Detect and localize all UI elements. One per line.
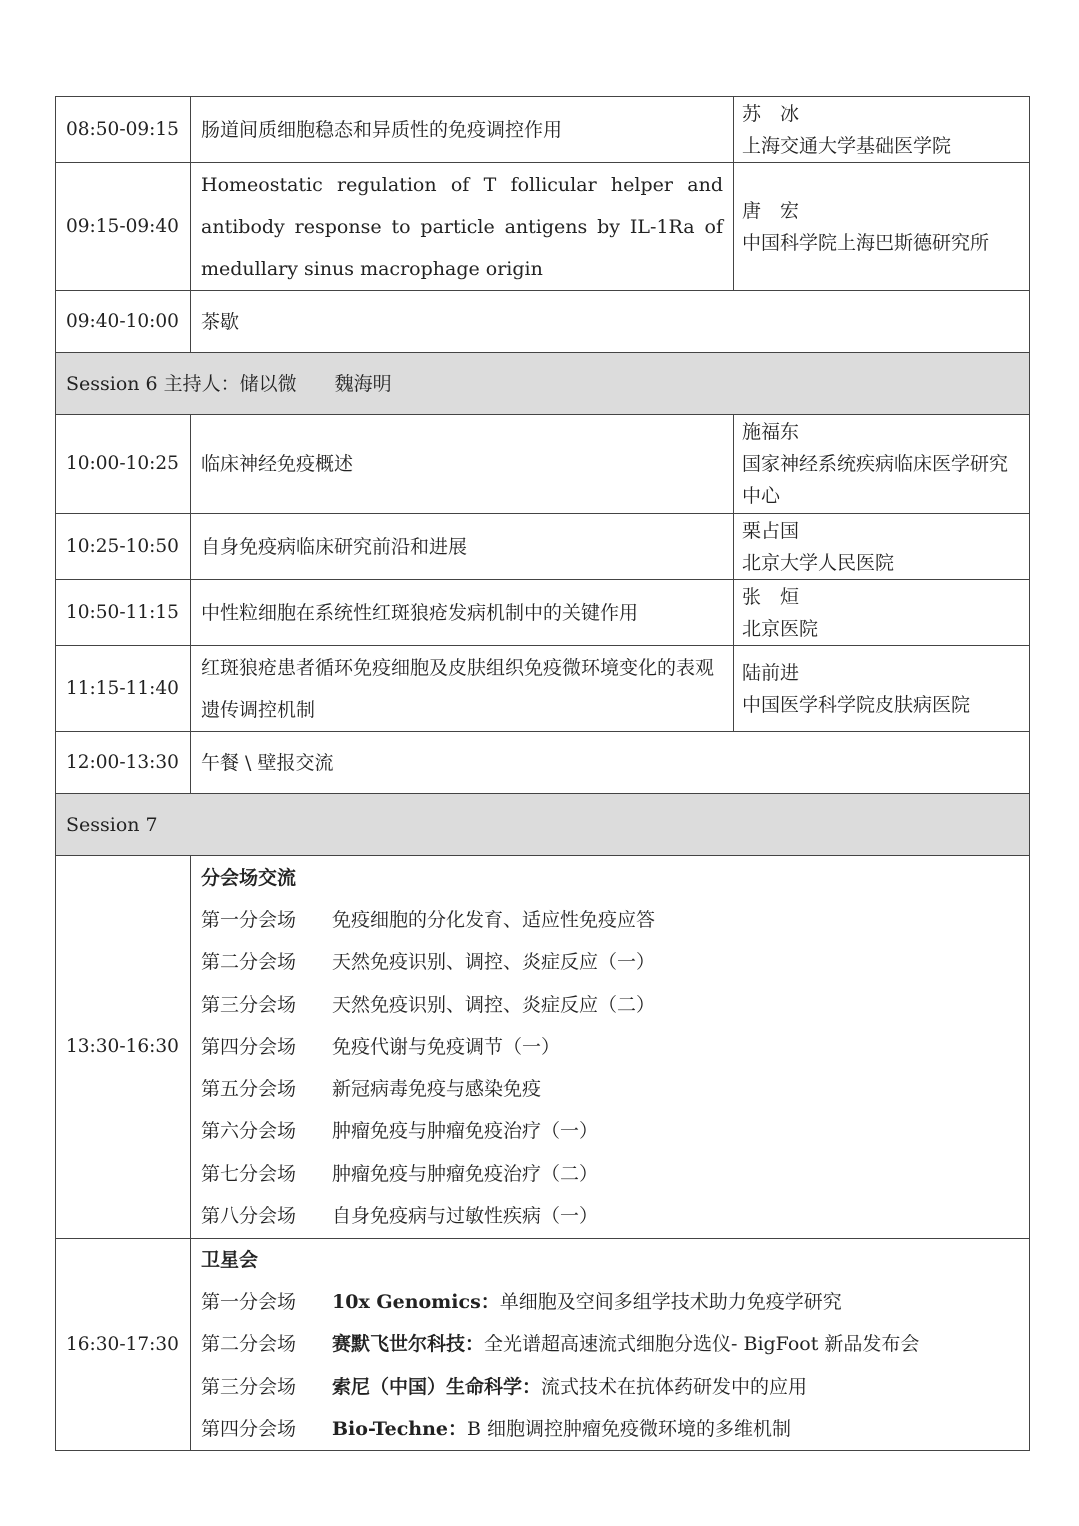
speaker-name: 唐 宏 (742, 199, 800, 222)
speaker-affiliation: 北京医院 (742, 617, 819, 640)
room-topic: 单细胞及空间多组学技术助力免疫学研究 (499, 1291, 842, 1314)
speaker-cell (734, 415, 1030, 514)
time-cell: 09:40-10:00 (56, 291, 191, 353)
session-title: Session 7 (56, 794, 1030, 856)
list-item (201, 1408, 1019, 1450)
talk-title: 中性粒细胞在系统性红斑狼疮发病机制中的关键作用 (191, 580, 734, 646)
talk-title: 临床神经免疫概述 (191, 415, 734, 514)
time-cell: 08:50-09:15 (56, 97, 191, 163)
parallel-sessions (191, 856, 1030, 1239)
room-topic: 肿瘤免疫与肿瘤免疫治疗（二） (332, 1162, 599, 1185)
list-item (201, 1110, 1019, 1152)
talk-title: 自身免疫病临床研究前沿和进展 (191, 514, 734, 580)
room-topic: 天然免疫识别、调控、炎症反应（二） (332, 993, 656, 1016)
room-topic: 全光谱超高速流式细胞分选仪- BigFoot 新品发布会 (484, 1333, 920, 1356)
sponsor-name: 索尼（中国）生命科学： (332, 1375, 542, 1398)
table-row (56, 291, 1030, 353)
room-name: 第五分会场 (201, 1078, 297, 1101)
speaker-cell (734, 646, 1030, 732)
room-name: 第四分会场 (201, 1418, 297, 1441)
room-topic: 流式技术在抗体药研发中的应用 (541, 1375, 808, 1398)
parallel-heading: 分会场交流 (201, 866, 297, 889)
speaker-affiliation: 中国科学院上海巴斯德研究所 (742, 231, 990, 254)
room-name: 第一分会场 (201, 908, 297, 931)
table-row (56, 514, 1030, 580)
speaker-name: 陆前进 (742, 661, 800, 684)
room-name: 第六分会场 (201, 1120, 297, 1143)
sponsor-name: 赛默飞世尔科技： (332, 1333, 485, 1356)
room-name: 第八分会场 (201, 1205, 297, 1228)
room-topic: 新冠病毒免疫与感染免疫 (332, 1078, 542, 1101)
room-name: 第二分会场 (201, 1333, 297, 1356)
room-name: 第二分会场 (201, 951, 297, 974)
list-item (201, 1281, 1019, 1323)
talk-title: 红斑狼疮患者循环免疫细胞及皮肤组织免疫微环境变化的表观遗传调控机制 (191, 646, 734, 732)
room-topic: B 细胞调控肿瘤免疫微环境的多维机制 (467, 1418, 792, 1441)
speaker-cell (734, 97, 1030, 163)
speaker-affiliation: 北京大学人民医院 (742, 551, 895, 574)
list-item (201, 1153, 1019, 1195)
list-item (201, 1026, 1019, 1068)
table-row (56, 97, 1030, 163)
satellite-sessions (191, 1239, 1030, 1451)
room-topic: 免疫细胞的分化发育、适应性免疫应答 (332, 908, 656, 931)
list-item (201, 1195, 1019, 1237)
session-header (56, 794, 1030, 856)
speaker-affiliation: 中国医学科学院皮肤病医院 (742, 693, 971, 716)
list-item (201, 1366, 1019, 1408)
room-name: 第四分会场 (201, 1035, 297, 1058)
table-row (56, 856, 1030, 1239)
sponsor-name: Bio-Techne： (332, 1418, 468, 1441)
room-name: 第一分会场 (201, 1291, 297, 1314)
break-title: 午餐 \ 壁报交流 (191, 732, 1030, 794)
schedule-table (55, 96, 1030, 1451)
speaker-cell (734, 580, 1030, 646)
session-header (56, 353, 1030, 415)
talk-title: Homeostatic regulation of T follicular helper and antibody response to particle antigens by IL-1Ra of medullary sinus macrophage origin (191, 163, 734, 291)
room-name: 第三分会场 (201, 993, 297, 1016)
break-title: 茶歇 (191, 291, 1030, 353)
table-row (56, 580, 1030, 646)
room-topic: 自身免疫病与过敏性疾病（一） (332, 1205, 599, 1228)
room-topic: 免疫代谢与免疫调节（一） (332, 1035, 561, 1058)
table-row (56, 1239, 1030, 1451)
table-row (56, 646, 1030, 732)
list-item (201, 899, 1019, 941)
time-cell: 11:15-11:40 (56, 646, 191, 732)
sponsor-name: 10x Genomics： (332, 1291, 500, 1314)
speaker-cell (734, 514, 1030, 580)
speaker-name: 栗占国 (742, 519, 800, 542)
time-cell: 10:25-10:50 (56, 514, 191, 580)
speaker-affiliation: 国家神经系统疾病临床医学研究中心 (742, 453, 1009, 507)
time-cell: 10:50-11:15 (56, 580, 191, 646)
time-cell: 10:00-10:25 (56, 415, 191, 514)
speaker-cell (734, 163, 1030, 291)
room-name: 第三分会场 (201, 1375, 297, 1398)
room-topic: 肿瘤免疫与肿瘤免疫治疗（一） (332, 1120, 599, 1143)
list-item (201, 1068, 1019, 1110)
table-row (56, 163, 1030, 291)
room-name: 第七分会场 (201, 1162, 297, 1185)
speaker-name: 张 烜 (742, 585, 800, 608)
list-item (201, 941, 1019, 983)
time-cell: 13:30-16:30 (56, 856, 191, 1239)
list-item (201, 983, 1019, 1025)
speaker-name: 施福东 (742, 421, 800, 443)
speaker-name: 苏 冰 (742, 102, 800, 125)
talk-title: 肠道间质细胞稳态和异质性的免疫调控作用 (191, 97, 734, 163)
time-cell: 16:30-17:30 (56, 1239, 191, 1451)
satellite-heading: 卫星会 (201, 1249, 259, 1271)
room-topic: 天然免疫识别、调控、炎症反应（一） (332, 951, 656, 974)
table-row (56, 415, 1030, 514)
speaker-affiliation: 上海交通大学基础医学院 (742, 134, 952, 157)
session-title: Session 6 主持人：储以微 魏海明 (56, 353, 1030, 415)
time-cell: 12:00-13:30 (56, 732, 191, 794)
table-row (56, 732, 1030, 794)
list-item (201, 1323, 1019, 1365)
time-cell: 09:15-09:40 (56, 163, 191, 291)
